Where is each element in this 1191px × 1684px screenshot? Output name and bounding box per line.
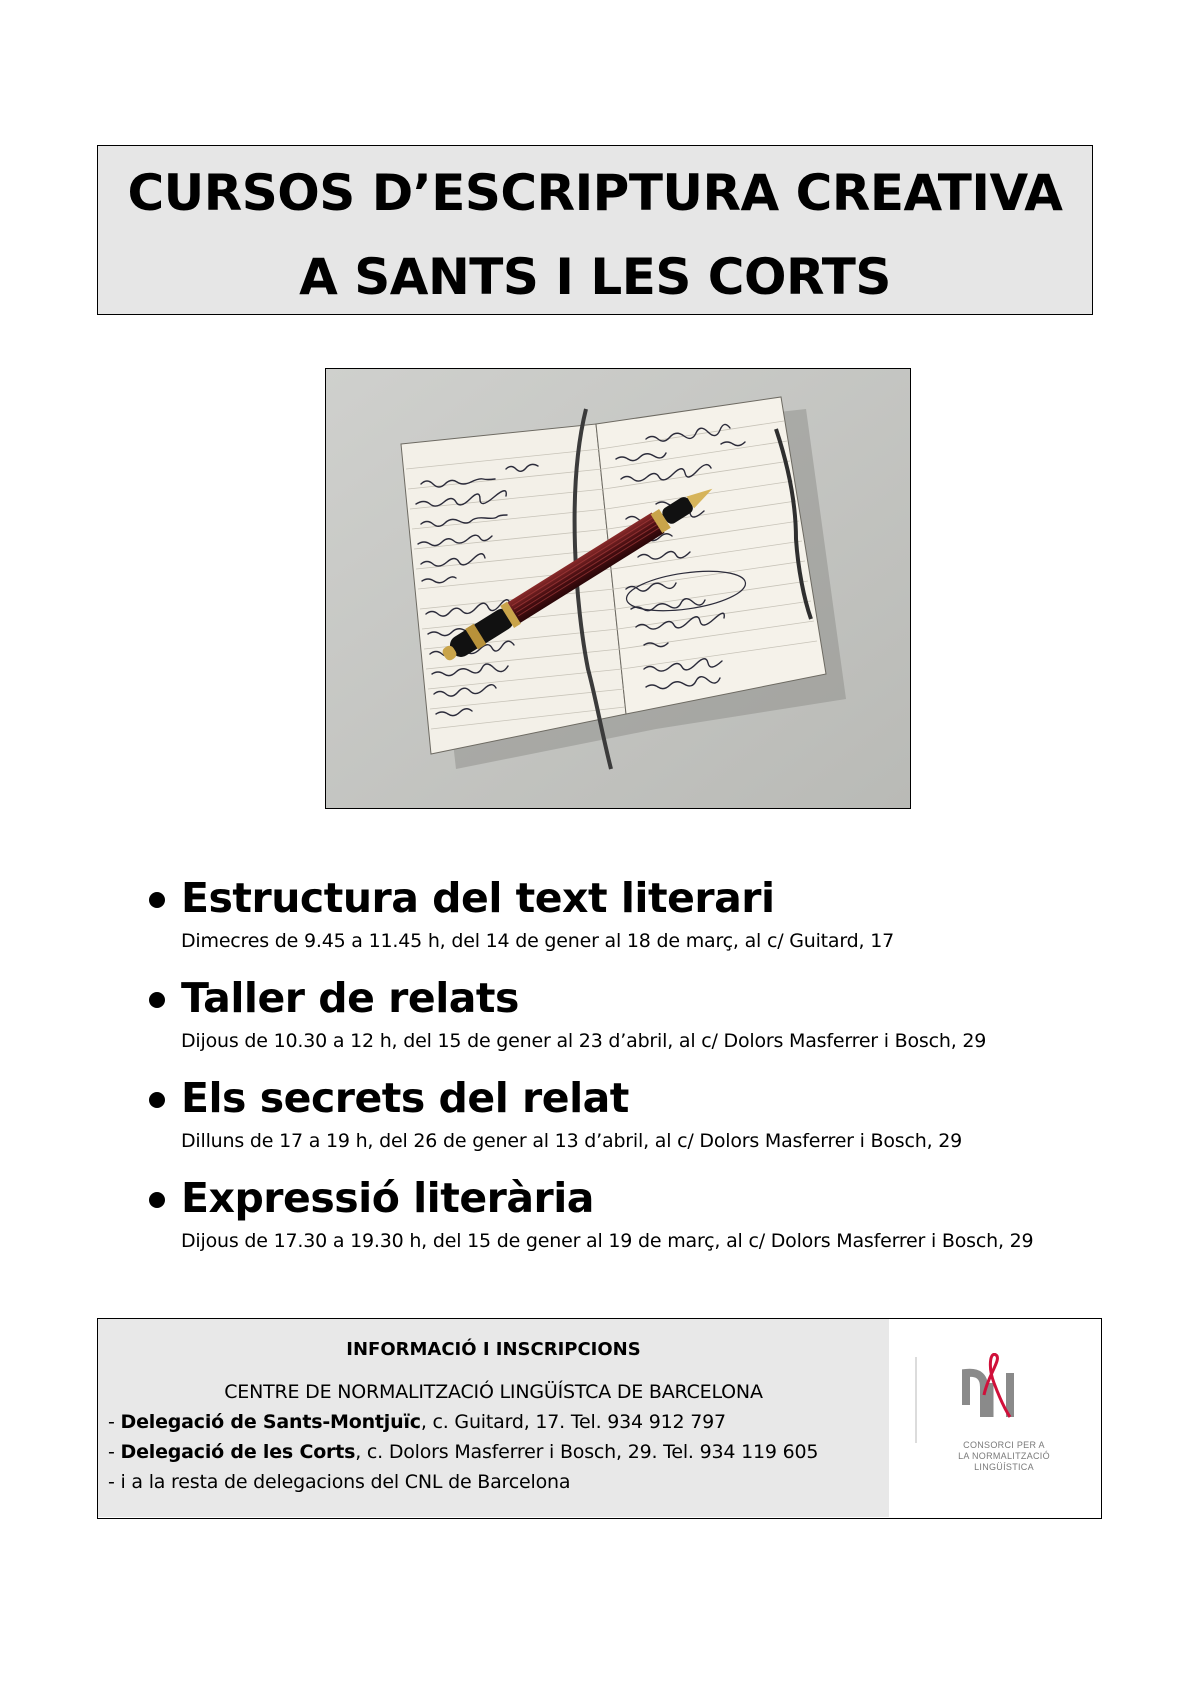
- course-list: [148, 870, 1108, 1270]
- logo-text-line: CONSORCI PER A: [963, 1440, 1045, 1450]
- logo-text: [944, 1440, 1064, 1473]
- title-line-1: CURSOS D’ESCRIPTURA CREATIVA: [127, 164, 1063, 222]
- info-line-prefix: - i a la resta de delegacions del CNL de Barcelona: [108, 1471, 571, 1493]
- logo-text-line: LA NORMALITZACIÓ: [958, 1451, 1050, 1461]
- info-line-corts: [98, 1437, 889, 1467]
- course-item: [148, 970, 1108, 1056]
- bullet-icon: [149, 892, 165, 908]
- course-detail: Dilluns de 17 a 19 h, del 26 de gener al 13 d’abril, al c/ Dolors Masferrer i Bosch, 29: [181, 1130, 963, 1152]
- title-line-2: A SANTS I LES CORTS: [299, 248, 891, 306]
- course-detail: Dijous de 10.30 a 12 h, del 15 de gener al 23 d’abril, al c/ Dolors Masferrer i Bosch, 29: [181, 1030, 987, 1052]
- info-line-sants: [98, 1407, 889, 1437]
- bullet-icon: [149, 1092, 165, 1108]
- bullet-icon: [149, 1192, 165, 1208]
- course-item: [148, 870, 1108, 956]
- logo-text-line: LINGÜÍSTICA: [974, 1462, 1034, 1472]
- course-item: [148, 1070, 1108, 1156]
- info-text-panel: [98, 1319, 889, 1517]
- cpnl-logo: [914, 1353, 1084, 1483]
- info-line-prefix: -: [108, 1441, 121, 1463]
- info-line-bold: Delegació de les Corts: [120, 1441, 356, 1463]
- info-line-bold: Delegació de Sants-Montjuïc: [120, 1411, 421, 1433]
- info-line-prefix: -: [108, 1411, 121, 1433]
- info-line-other: [98, 1467, 889, 1497]
- course-detail: Dijous de 17.30 a 19.30 h, del 15 de gener al 19 de març, al c/ Dolors Masferrer i Bosch, 29: [181, 1230, 1034, 1252]
- cpnl-logo-icon: [914, 1353, 1084, 1443]
- course-title: Taller de relats: [181, 974, 519, 1022]
- bullet-icon: [149, 992, 165, 1008]
- info-line-rest: , c. Guitard, 17. Tel. 934 912 797: [420, 1411, 726, 1433]
- info-line-rest: , c. Dolors Masferrer i Bosch, 29. Tel. 934 119 605: [355, 1441, 819, 1463]
- course-title: Els secrets del relat: [181, 1074, 629, 1122]
- course-item: [148, 1170, 1108, 1256]
- course-detail: Dimecres de 9.45 a 11.45 h, del 14 de gener al 18 de març, al c/ Guitard, 17: [181, 930, 894, 952]
- notebook-with-pen-photo: [325, 368, 911, 809]
- course-title: Expressió literària: [181, 1174, 594, 1222]
- info-centre-name: CENTRE DE NORMALITZACIÓ LINGÜÍSTCA DE BARCELONA: [224, 1381, 763, 1403]
- info-heading: INFORMACIÓ I INSCRIPCIONS: [346, 1339, 641, 1360]
- title-box: [97, 145, 1093, 315]
- info-box: [97, 1318, 1102, 1519]
- course-title: Estructura del text literari: [181, 874, 775, 922]
